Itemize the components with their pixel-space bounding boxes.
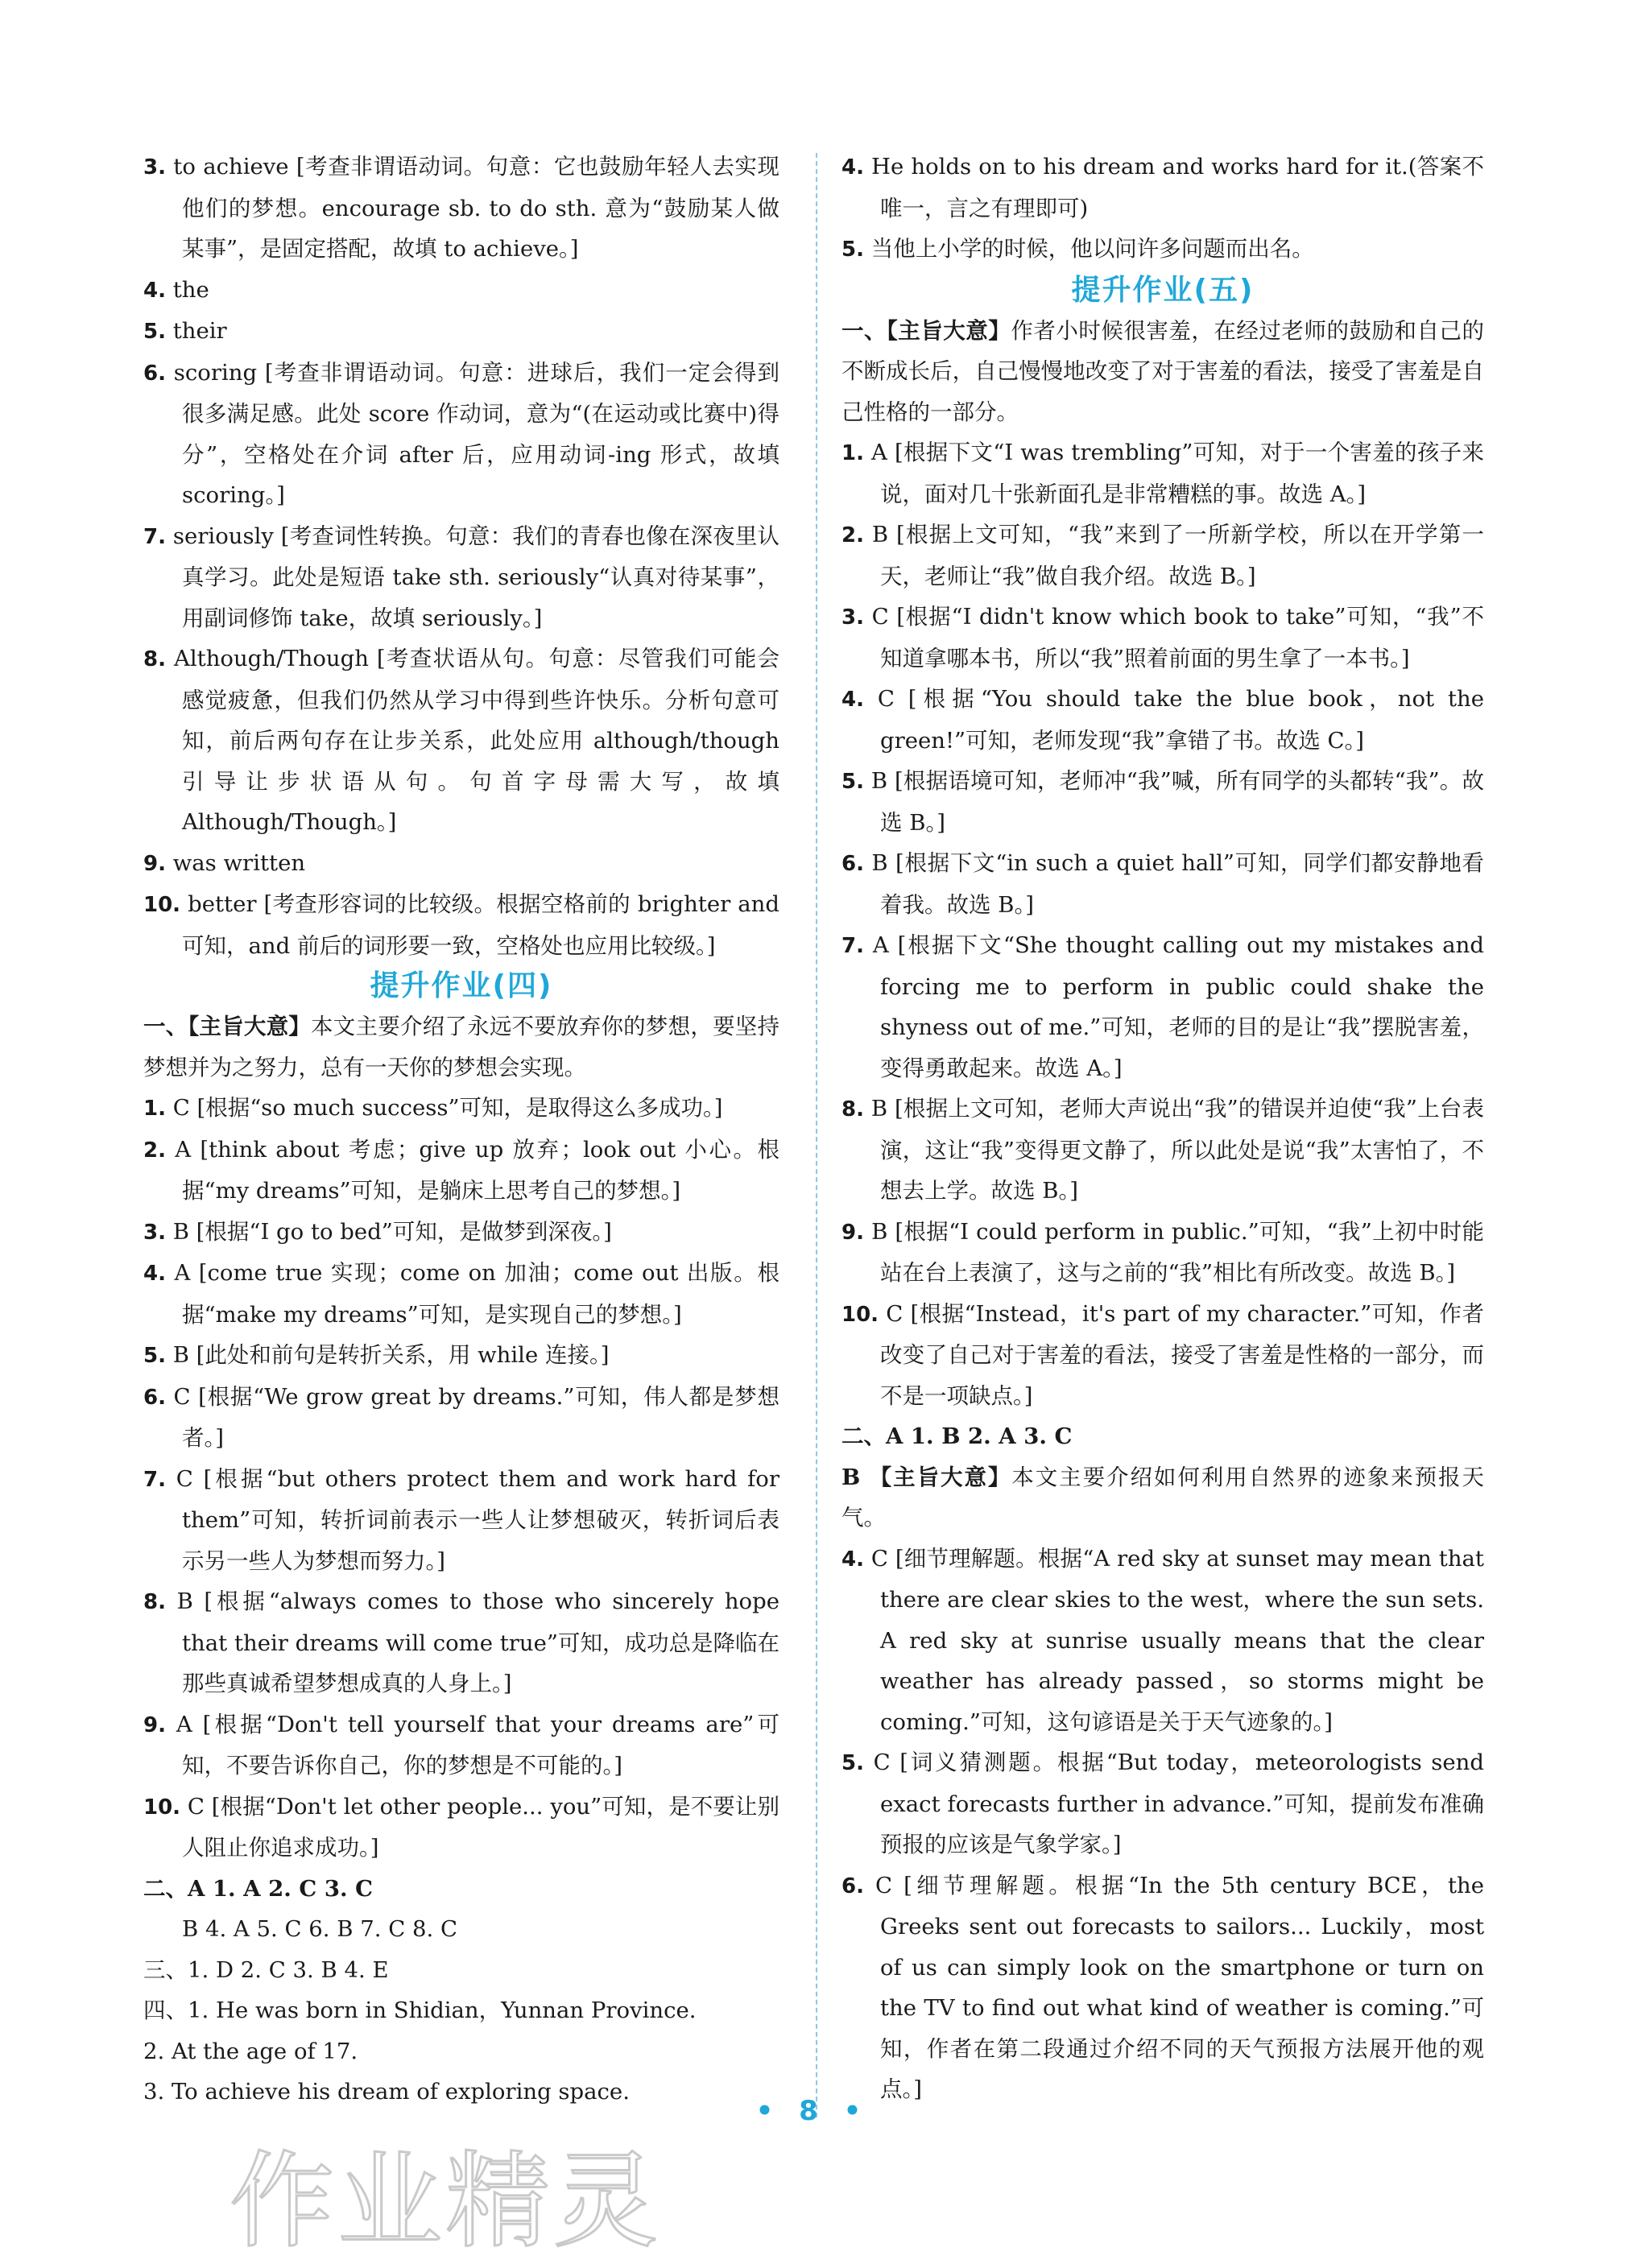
answer-item [143,1088,779,1130]
answer-item [841,1294,1484,1417]
section-4-answer-3: 3. To achieve his dream of exploring space. [143,2079,630,2105]
answer-item [143,1335,779,1377]
answer-list-part2 [143,1088,779,1869]
answer-text: B [根据上文可知，老师大声说出“我”的错误并迫使“我”上台表演，这让“我”变得更文静了，所以此处是说“我”太害怕了，不想去上学。故选 B。] [870,1096,1484,1204]
answer-text: better [考查形容词的比较级。根据空格前的 brighter and 可知，and 前后的词形要一致，空格处也应用比较级。] [182,891,779,959]
answer-number: 4. [841,688,864,712]
page-number: • 8 • [755,2095,870,2127]
answer-number: 9. [143,851,166,876]
answer-text: the [172,276,209,303]
answer-text: was written [172,849,306,876]
watermark-logo: 作业精灵 [229,2140,662,2262]
answer-text: B [根据语境可知，老师冲“我”喊，所有同学的头都转“我”。故选 B。] [870,768,1484,836]
answer-text: A [根据下文“I was trembling”可知，对于一个害羞的孩子来说，面对几十张新面孔是非常糟糕的事。故选 A。] [871,440,1484,507]
answer-text: C [细节理解题。根据“In the 5th century BCE，the Greeks sent out forecasts to sailors... Luckily，most of us can simply look on the smartphone or turn on the TV to find out what kind of weather is coming.”可知，作者在第二段通过介绍不同的天气预报方法展开他的观点。] [875,1872,1484,2102]
main-idea-lead: B 【主旨大意】 [841,1464,1012,1490]
answer-number: 8. [841,1097,864,1122]
answer-item [841,1865,1484,2110]
answer-item [143,1130,779,1212]
answer-number: 3. [143,155,166,180]
column-divider [816,153,817,2117]
answer-number: 6. [143,1385,166,1410]
answer-text: A [think about 考虑；give up 放弃；look out 小心。根据“my dreams”可知，是躺床上思考自己的梦想。] [175,1136,779,1204]
answer-number: 4. [841,1547,864,1572]
answer-item [841,597,1484,679]
section-4-answer-1: 四、1. He was born in Shidian，Yunnan Province. [143,1997,697,2023]
answer-number: 5. [841,1751,864,1775]
section-3-answers: 三、1. D 2. C 3. B 4. E [143,1956,389,1983]
answer-list-part3 [841,432,1484,1416]
answer-item [841,147,1484,229]
answer-item [841,514,1484,597]
answer-item [143,843,779,885]
answer-text: A [根据“Don't tell yourself that your dreams are”可知，不要告诉你自己，你的梦想是不可能的。] [176,1711,779,1778]
section-4-answer-2: 2. At the age of 17. [143,2038,358,2064]
answer-item [143,516,779,639]
answer-item [143,1581,779,1704]
answer-text: C [根据“Don't let other people... you”可知，是不要让别人阻止你追求成功。] [182,1793,779,1861]
answer-number: 5. [841,238,864,262]
answer-item [143,638,779,843]
answer-item [841,1089,1484,1212]
left-column [143,147,779,2113]
answer-text: He holds on to his dream and works hard for it.(答案不唯一，言之有理即可) [871,154,1484,221]
answer-number: 6. [841,1873,864,1898]
answer-item [841,679,1484,761]
answer-list-part1 [143,147,779,966]
answer-item [841,1539,1484,1743]
main-idea-text: 本文主要介绍了永远不要放弃你的梦想，要坚持梦想并为之努力，总有一天你的梦想会实现。 [143,1014,780,1080]
main-idea-5 [841,311,1484,433]
answer-number: 7. [143,524,166,549]
answer-text: C [根据“but others protect them and work hard for them”可知，转折词前表示一些人让梦想破灭，转折词后表示另一些人为梦想而努力。] [176,1465,779,1574]
section-2b-answers: B 4. A 5. C 6. B 7. C 8. C [182,1916,458,1942]
answer-number: 9. [841,1220,864,1245]
answer-item [841,843,1484,925]
answer-text: C [细节理解题。根据“A red sky at sunset may mean that there are clear skies to the west，where the sun sets. A red sky at sunrise usually means that the clear weather has already passed，so storms might be coming.”可知，这句谚语是关于天气迹象的。] [870,1545,1484,1735]
answer-text: B [根据下文“in such a quiet hall”可知，同学们都安静地看着我。故选 B。] [871,850,1485,918]
answer-number: 4. [143,1262,166,1286]
answer-item [143,1253,779,1335]
right-column [841,147,1484,2110]
answer-text: C [根据“You should take the blue book，not the green!”可知，老师发现“我”拿错了书。故选 C。] [877,686,1484,754]
answer-text: 当他上小学的时候，他以问许多问题而出名。 [870,236,1314,262]
section-heading-5: 提升作业(五) [1071,273,1255,307]
answer-text: A [根据下文“She thought calling out my mistakes and forcing me to perform in public could shake the shyness out of me.”可知，老师的目的是让“我”摆脱害羞，变得勇敢起来。故选 A。] [872,932,1484,1081]
answer-number: 10. [841,1302,879,1327]
answer-number: 4. [841,155,864,180]
answer-number: 1. [841,441,864,465]
answer-text: Although/Though [考查状语从句。句意：尽管我们可能会感觉疲惫，但我们仍然从学习中得到些许快乐。分析句意可知，前后两句存在让步关系，此处应用 although/though 引导让步状语从句。句首字母需大写，故填 Although/Though。] [174,646,779,835]
answer-number: 8. [143,1590,166,1614]
answer-item [143,1377,779,1459]
answer-text: C [根据“We grow great by dreams.”可知，伟人都是梦想者。] [173,1383,779,1451]
answer-item [143,1704,779,1787]
answer-number: 7. [143,1467,166,1492]
answer-text: to achieve [考查非谓语动词。句意：它也鼓励年轻人去实现他们的梦想。encourage sb. to do sth. 意为“鼓励某人做某事”，是固定搭配，故填 to achieve。] [173,154,779,262]
answer-number: 2. [841,523,864,547]
answer-item [841,229,1484,271]
answer-number: 6. [143,361,166,386]
answer-item [143,147,779,270]
answer-item [143,1459,779,1582]
answer-number: 2. [143,1138,166,1163]
answer-number: 4. [143,278,166,303]
answer-number: 10. [143,1795,181,1820]
answer-item [841,761,1484,843]
answer-number: 9. [143,1712,166,1737]
main-idea-lead: 一、【主旨大意】 [841,317,1011,344]
answer-number: 10. [143,893,181,917]
answer-number: 7. [841,934,864,958]
answer-text: B [根据“always comes to those who sincerely hope that their dreams will come true”可知，成功总是降临在那些真诚希望梦想成真的人身上。] [176,1588,779,1696]
answer-text: C [词义猜测题。根据“But today，meteorologists send exact forecasts further in advance.”可知，提前发布准确预报的应该是气象学家。] [873,1750,1484,1857]
answer-item [143,311,779,353]
answer-number: 5. [841,770,864,794]
answer-text: B [根据“I could perform in public.”可知，“我”上初中时能站在台上表演了，这与之前的“我”相比有所改变。故选 B。] [871,1218,1484,1286]
answer-item [841,925,1484,1089]
answer-number: 3. [841,605,864,630]
main-idea-text: 本文主要介绍如何利用自然界的迹象来预报天气。 [841,1464,1484,1531]
section-2-answers: 二、A 1. A 2. C 3. C [143,1875,374,1902]
answer-list-part4 [841,1539,1484,2110]
answer-text: B [根据上文可知，“我”来到了一所新学校，所以在开学第一天，老师让“我”做自我介绍。故选 B。] [871,522,1484,589]
answer-number: 8. [143,647,166,671]
answer-item [143,884,779,966]
answer-text: seriously [考查词性转换。句意：我们的青春也像在深夜里认真学习。此处是短语 take sth. seriously“认真对待某事”，用副词修饰 take，故填 seriously。] [172,523,779,631]
answer-item [143,1212,779,1254]
answer-text: B [此处和前句是转折关系，用 while 连接。] [172,1342,610,1368]
main-idea-text: 作者小时候很害羞，在经过老师的鼓励和自己的不断成长后，自己慢慢地改变了对于害羞的看法，接受了害羞是自己性格的一部分。 [841,317,1485,425]
section-2a-answers: 二、A 1. B 2. A 3. C [841,1423,1073,1449]
answer-item [143,270,779,312]
answer-number: 6. [841,852,864,876]
answer-text: C [根据“I didn't know which book to take”可知，“我”不知道拿哪本书，所以“我”照着前面的男生拿了一本书。] [871,604,1484,671]
answer-text: scoring [考查非谓语动词。句意：进球后，我们一定会得到很多满足感。此处 score 作动词，意为“(在运动或比赛中)得分”，空格处在介词 after 后，应用动词-ing 形式，故填 scoring。] [173,359,779,508]
answer-item [841,1212,1484,1294]
section-heading-4: 提升作业(四) [370,969,553,1002]
answer-item [841,1742,1484,1865]
main-idea-4 [143,1006,779,1088]
answer-number: 5. [143,1344,166,1368]
answer-number: 1. [143,1097,166,1121]
answer-number: 3. [143,1220,166,1245]
answer-item [143,1787,779,1869]
answer-text: A [come true 实现；come on 加油；come out 出版。根据“make my dreams”可知，是实现自己的梦想。] [174,1260,779,1328]
answer-text: their [172,318,227,344]
answer-number: 5. [143,320,166,344]
answer-text: C [根据“so much success”可知，是取得这么多成功。] [172,1095,723,1121]
answer-item [143,353,779,516]
main-idea-lead: 一、【主旨大意】 [143,1014,312,1039]
answer-text: B [根据“I go to bed”可知，是做梦到深夜。] [172,1218,612,1245]
answer-text: C [根据“Instead，it's part of my character.”可知，作者改变了自己对于害羞的看法，接受了害羞是性格的一部分，而不是一项缺点。] [880,1300,1484,1409]
answer-item [841,432,1484,514]
main-idea-b [841,1457,1484,1539]
